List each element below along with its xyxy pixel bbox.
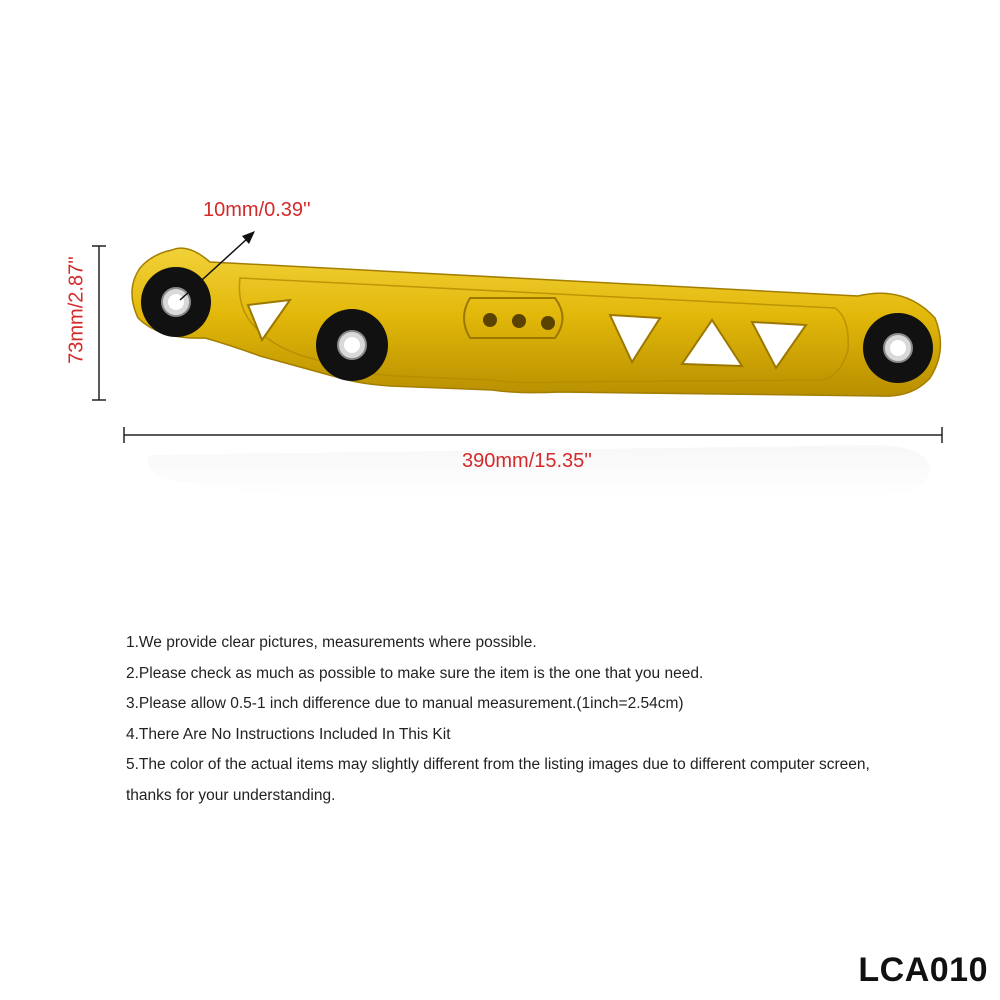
control-arm xyxy=(132,248,940,396)
length-dimension-line xyxy=(124,427,942,443)
note-line: thanks for your understanding. xyxy=(126,786,336,804)
bushing-diameter-label: 10mm/0.39'' xyxy=(203,199,311,221)
product-code: LCA010 xyxy=(858,951,988,989)
note-line: 1.We provide clear pictures, measurements where possible. xyxy=(126,634,537,651)
height-label: 73mm/2.87'' xyxy=(65,256,88,364)
length-label: 390mm/15.35'' xyxy=(462,450,592,472)
bushing-right xyxy=(863,313,933,383)
note-line: 4.There Are No Instructions Included In This Kit xyxy=(126,725,451,743)
adjust-hole-3 xyxy=(541,316,555,330)
note-line: 5.The color of the actual items may slightly different from the listing images due to different computer screen, xyxy=(126,756,870,773)
adjust-hole-1 xyxy=(483,313,497,327)
height-dimension-line xyxy=(92,246,106,400)
arm-body xyxy=(132,248,940,396)
bushing-left xyxy=(141,267,211,337)
adjust-hole-2 xyxy=(512,314,526,328)
notes-list xyxy=(126,628,956,811)
bushing-middle xyxy=(316,309,388,381)
note-line: 2.Please check as much as possible to make sure the item is the one that you need. xyxy=(126,664,704,682)
note-line: 3.Please allow 0.5-1 inch difference due to manual measurement.(1inch=2.54cm) xyxy=(126,695,684,712)
